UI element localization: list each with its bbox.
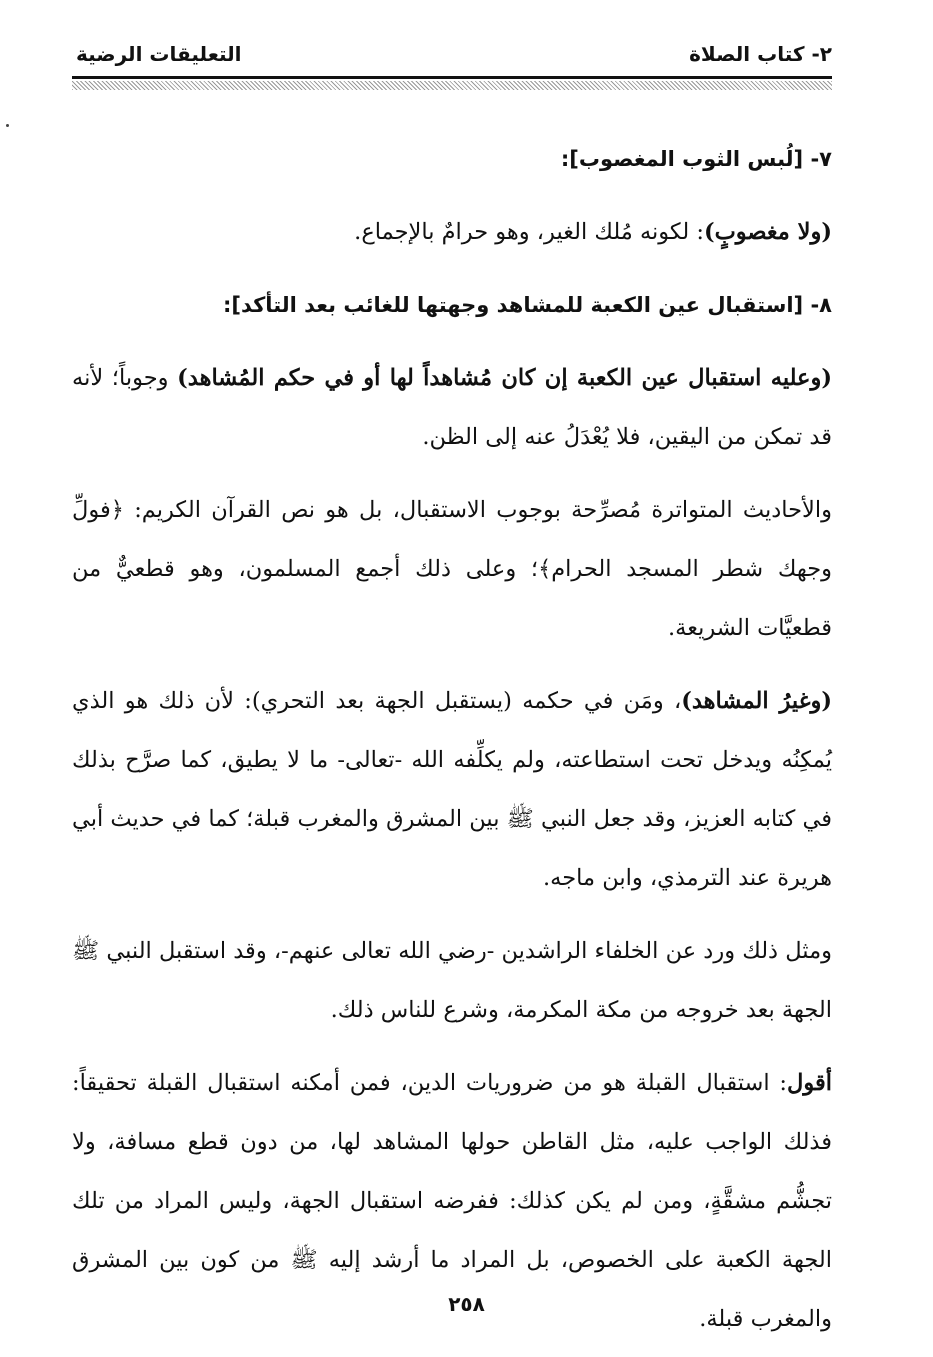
page-header [72, 42, 832, 92]
paragraph-4: (وغيرُ المشاهد)، ومَن في حكمه (يستقبل الجهة بعد التحري): لأن ذلك هو الذي يُمكِنُه ويدخل تحت استطاعته، ولم يكلِّفه الله -تعالى- ما لا يطيق، كما صرَّح بذلك في كتابه العزيز، وقد جعل النبي ﷺ بين المشرق والمغرب قبلة؛ كما في حديث أبي هريرة عند الترمذي، وابن ماجه. [72, 688, 832, 891]
paragraph-6: أقول: استقبال القبلة هو من ضروريات الدين، فمن أمكنه استقبال القبلة تحقيقاً: فذلك الواجب عليه، مثل القاطن حولها المشاهد لها، من دون قطع مسافة، ولا تجشُّم مشقَّةٍ، ومن لم يكن كذلك: ففرضه استقبال الجهة، وليس المراد من تلك الجهة الكعبة على الخصوص، بل المراد ما أرشد إليه ﷺ من كون بين المشرق والمغرب قبلة. [72, 1070, 832, 1332]
page-number: ٢٥٨ [448, 1292, 485, 1316]
heading-7: ٧- [لُبس الثوب المغصوب]: [560, 147, 832, 171]
header-rule [72, 76, 832, 79]
paragraph-2: (وعليه استقبال عين الكعبة إن كان مُشاهداً لها أو في حكم المُشاهد) وجوباً؛ لأنه قد تمكن من اليقين، فلا يُعْدَلُ عنه إلى الظن. [72, 365, 832, 450]
header-hatch-band [72, 81, 832, 90]
paragraph-3: والأحاديث المتواترة مُصرِّحة بوجوب الاستقبال، بل هو نص القرآن الكريم: ﴿فولِّ وجهك شطر المسجد الحرام﴾؛ وعلى ذلك أجمع المسلمون، وهو قطعيٌّ من قطعيَّات الشريعة. [72, 497, 832, 641]
chapter-title: ٢- كتاب الصلاة [689, 42, 832, 66]
heading-8: ٨- [استقبال عين الكعبة للمشاهد وجهتها للغائب بعد التأكد]: [222, 293, 832, 317]
paragraph-5: ومثل ذلك ورد عن الخلفاء الراشدين -رضي الله تعالى عنهم-، وقد استقبل النبي ﷺ الجهة بعد خروجه من مكة المكرمة، وشرع للناس ذلك. [72, 938, 832, 1023]
scan-speck [6, 124, 9, 127]
page-body [72, 130, 832, 1349]
paragraph-1: (ولا مغصوبٍ): لكونه مُلك الغير، وهو حرامٌ بالإجماع. [354, 219, 832, 245]
book-title: التعليقات الرضية [76, 42, 242, 66]
